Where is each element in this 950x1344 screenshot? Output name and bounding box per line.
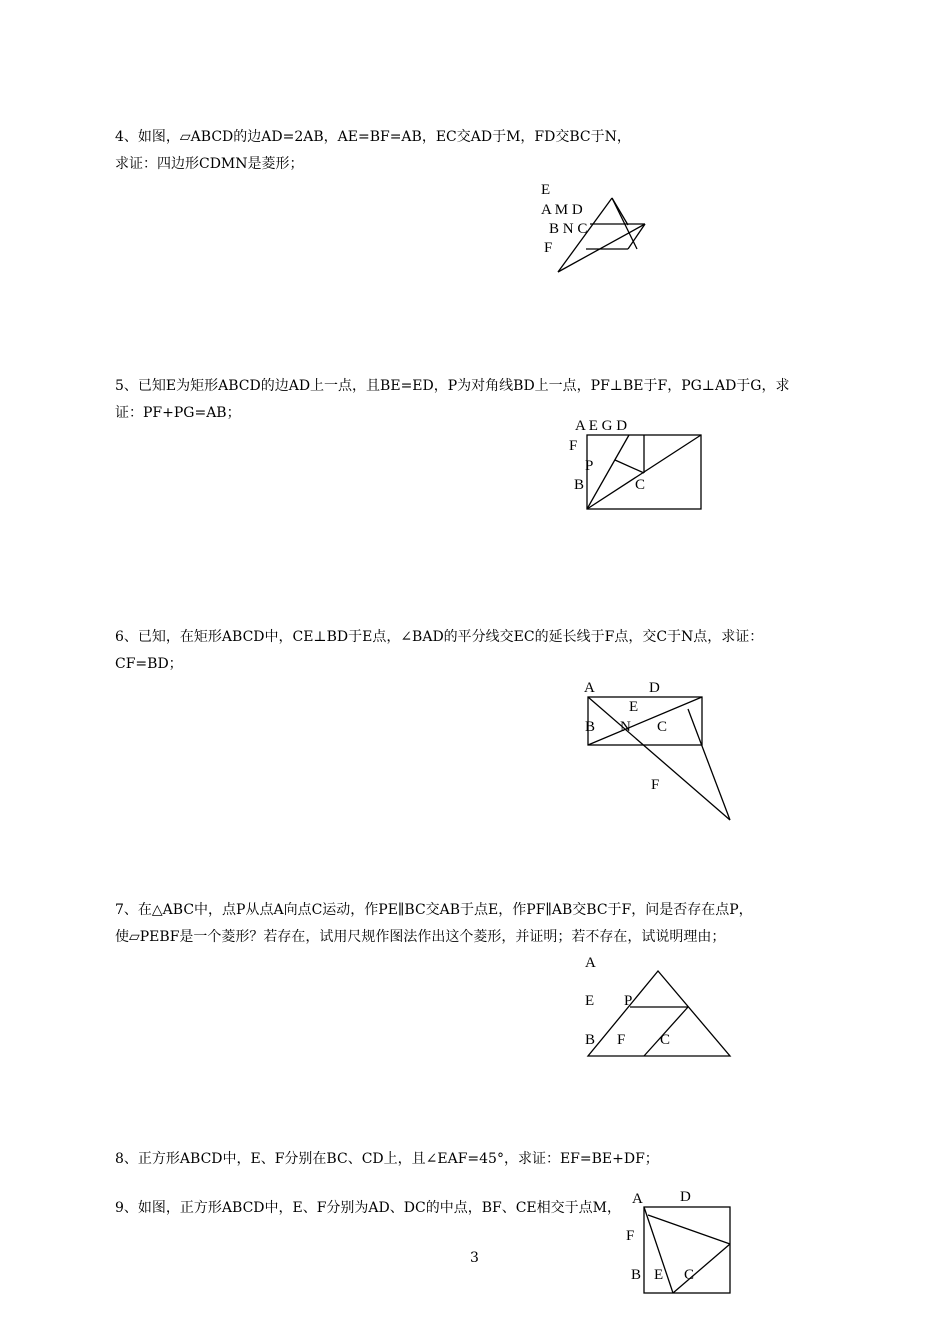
fig7-label-c: C [660, 1032, 671, 1048]
fig5-label-top: A E G D [575, 418, 628, 434]
page-number: 3 [470, 1250, 479, 1266]
fig5-label-c: C [635, 477, 646, 493]
problem-4-line-2: 求证：四边形CDMN是菱形； [115, 156, 304, 172]
fig4-label-amd: A M D [541, 202, 583, 218]
fig9-label-b: B [631, 1267, 642, 1283]
fig4-label-f: F [544, 240, 553, 256]
fig5-label-p: P [585, 458, 594, 474]
fig6-label-e: E [629, 699, 639, 715]
figure-6-drawing [578, 677, 743, 827]
fig6-label-a: A [584, 680, 595, 696]
fig6-label-c: C [657, 719, 668, 735]
problem-7-line-2: 使▱PEBF是一个菱形？若存在，试用尺规作图法作出这个菱形，并证明；若不存在，试说明理由； [115, 929, 726, 945]
fig6-label-d: D [649, 680, 660, 696]
figure-problem-6 [578, 677, 743, 827]
figure-problem-9 [618, 1186, 743, 1298]
problem-6-line-1: 6、已知，在矩形ABCD中，CE⊥BD于E点，∠BAD的平分线交EC的延长线于F点，交C于N点，求证： [115, 629, 764, 645]
figure-problem-7 [578, 950, 743, 1065]
fig6-label-f: F [651, 777, 660, 793]
figure-problem-5 [565, 415, 715, 515]
fig5-label-b: B [574, 477, 585, 493]
fig6-label-b: B [585, 719, 596, 735]
fig7-label-b: B [585, 1032, 596, 1048]
fig9-label-a: A [632, 1191, 643, 1207]
problem-6-line-2: CF=BD； [115, 656, 183, 672]
problem-5-line-2: 证：PF+PG=AB； [115, 405, 241, 421]
fig6-label-n: N [620, 719, 631, 735]
problem-5-line-1: 5、已知E为矩形ABCD的边AD上一点，且BE=ED，P为对角线BD上一点，PF⊥BE于F，PG⊥AD于G，求 [115, 378, 790, 394]
figure-problem-4 [530, 178, 670, 278]
fig7-label-a: A [585, 955, 596, 971]
fig7-label-p: P [624, 993, 633, 1009]
problem-8-line-1: 8、正方形ABCD中，E、F分别在BC、CD上，且∠EAF=45°，求证：EF=BE+DF； [115, 1151, 659, 1167]
problem-9-line-1: 9、如图，正方形ABCD中，E、F分别为AD、DC的中点，BF、CE相交于点M， [115, 1200, 621, 1216]
problem-4-line-1: 4、如图，▱ABCD的边AD=2AB，AE=BF=AB，EC交AD于M，FD交BC于N， [115, 129, 631, 145]
fig9-label-f: F [626, 1228, 635, 1244]
fig4-label-bnc: B N C [549, 221, 588, 237]
problem-7-line-1: 7、在△ABC中，点P从点A向点C运动，作PE∥BC交AB于点E，作PF∥AB交BC于F，问是否存在点P， [115, 902, 753, 918]
fig4-label-e: E [541, 182, 551, 198]
fig9-label-e: E [654, 1267, 664, 1283]
fig7-label-e: E [585, 993, 595, 1009]
fig5-label-f: F [569, 438, 578, 454]
fig9-label-c: C [684, 1267, 695, 1283]
fig9-label-d: D [680, 1189, 691, 1205]
fig7-label-f: F [617, 1032, 626, 1048]
